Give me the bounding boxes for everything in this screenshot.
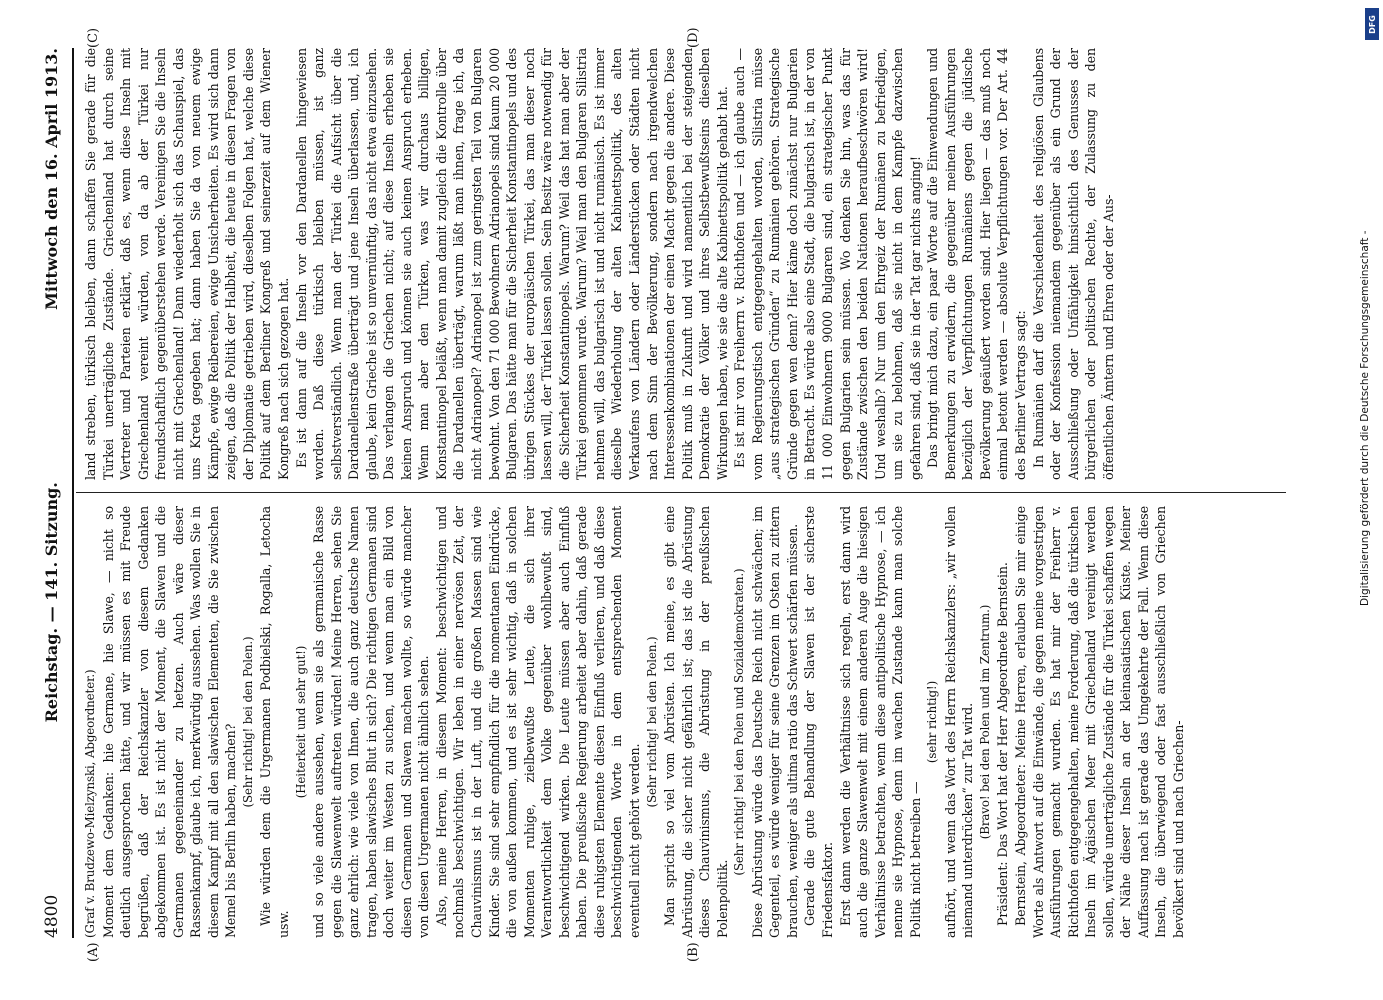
- speaker-continuation: (Graf v. Brudzewo-Mielzynski, Abgeordneter.): [83, 669, 97, 938]
- margin-mark-a: (A): [86, 942, 101, 962]
- interjection: (Sehr richtig! bei den Polen.): [240, 636, 255, 808]
- interjection: (Bravo! bei den Polen und im Zentrum.): [977, 604, 992, 840]
- page-number: 4800: [42, 894, 62, 938]
- paragraph: Diese Abrüstung würde das Deutsche Reich nicht schwächen; im Gegenteil, es würde weniger für seine Grenzen im Osten zu zittern brauchen, weniger als ultima ratio das Schwert schärfen müssen.: [749, 506, 800, 938]
- interjection: (sehr richtig!): [925, 680, 940, 764]
- digitization-credit: Digitalisierung gefördert durch die Deutsche Forschungsgemeinschaft -: [1359, 230, 1371, 606]
- page-header: [42, 48, 68, 938]
- paragraph: Erst dann werden die Verhältnisse sich regeln, erst dann wird auch die ganze Slawenwelt mit einem anderen Auge die hiesigen Verhältnisse betrachten, wenn diese antipolitische Hypnose, — ich nenne sie Hypnose, denn im wachen Zustande kann man solche Politik nicht betreiben —: [837, 506, 923, 938]
- session-title: Reichstag. — 141. Sitzung.: [42, 482, 61, 723]
- margin-mark-c: (C): [86, 27, 101, 48]
- paragraph: Es ist dann auf die Inseln vor den Dardanellen hingewiesen worden. Daß diese türkisch bleiben müssen, ist ganz selbstverständlich. Wenn man der Türkei die Aufsicht über die Dardanellenstraße überträgt und jene Inseln überlassen, und, ich glaube, kein Grieche ist so unvernünftig, das nicht etwa einzusehen. Das verlangen die Griechen nicht; auf diese Inseln erheben sie keinen Anspruch und können sie auch keinen Anspruch erheben. Wenn man aber den Türken, was wir durchaus billigen, Konstantinopel beläßt, wenn man damit zugleich die Kontrolle über die Dardanellen überträgt, warum läßt man ihnen, frage ich, da nicht Adrianopel? Adrianopel ist zum geringsten Teil von Bulgaren bewohnt. Von den 71 000 Bewohnern Adrianopels sind kaum 20 000 Bulgaren. Das hätte man für die Sicherheit Konstantinopels und des übrigen Stückes der europäischen Türkei, das man dieser noch lassen will, der Türkei lassen sollen. Sein Besitz wäre notwendig für die Sicherheit Konstantinopels. Warum? Weil das hat man aber der Türkei genommen wurde. Warum? Weil man den Bulgaren Silistria nehmen will, das bulgarisch ist und nicht rumänisch. Es ist immer dieselbe Wiederholung der alten Kabinettspolitik, des alten Verkaufens von Ländern oder Länderstücken oder Städten nicht nach dem Sinn der Bevölkerung, sondern nach irgendwelchen Interessenkombinationen der einen Macht gegen die andere. Diese Politik muß in Zukunft und wird namentlich bei der steigenden Demokratie der Völker und ihres Selbstbewußtseins dieselben Wirkungen haben, wie sie die alte Kabinettspolitik gehabt hat.: [293, 48, 730, 480]
- paragraph: aufhört, und wenn das Wort des Herrn Reichskanzlers: „wir wollen niemand unterdrücken“ zur Tat wird.: [942, 506, 976, 938]
- dfg-logo-icon: [1365, 8, 1379, 40]
- paragraph: Moment dem Gedanken: hie Germane, hie Slawe, — nicht so deutlich ausgesprochen hätte, und wir müssen es mit Freude begrüßen, daß der Reichskanzler von diesem Gedanken abgekommen ist. Es ist nicht der Moment, die Slawen und die Germanen gegeneinander zu hetzen. Auch wäre dieser Rassenkampf, glaube ich, merkwürdig aussehen. Was wollen Sie in diesem Kampf mit all den slawischen Elementen, die Sie zwischen Memel bis Berlin haben, machen?: [100, 506, 239, 938]
- paragraph: Man spricht so viel vom Abrüsten. Ich meine, es gibt eine Abrüstung, die sicher nicht gefährlich ist; das ist die Abrüstung dieses Chauvinismus, die Abrüstung in der preußischen Polenpolitik.: [662, 506, 730, 938]
- dfg-sidebar: [1359, 6, 1381, 996]
- session-date: Mittwoch den 16. April 1913.: [42, 48, 61, 310]
- treaty-quote: In Rumänien darf die Verschiedenheit des religiösen Glaubens oder der Konfession niemandem gegenüber als ein Grund der Ausschließung oder Unfähigkeit hinsichtlich des Genusses der bürgerlichen oder politischen Rechte, der Zulassung zu den öffentlichen Ämtern und Ehren oder der Aus-: [1030, 48, 1116, 480]
- paragraph: Wie würden dem die Urgermanen Podbielski, Rogalla, Letocha usw.: [258, 506, 292, 938]
- column-divider: [76, 492, 1286, 493]
- interjection: (Sehr richtig! bei den Polen und Sozialdemokraten.): [732, 568, 747, 876]
- dfg-logo-text: DFG: [1367, 14, 1377, 34]
- speech-bernstein: Bernstein, Abgeordneter: Meine Herren, erlauben Sie mir einige Worte als Antwort auf die Einwände, die gegen meine vorgestrigen Ausführungen gemacht wurden. Es hat mir der Freiherr v. Richthofen entgegengehalten, meine Forderung, daß die türkischen Inseln im Ägäischen Meer mit Griechenland vereinigt werden sollen, würde unerträgliche Zustände für die Türkei schaffen wegen der Nähe dieser Inseln an der kleinasiatischen Küste. Meiner Auffassung nach ist gerade das Umgekehrte der Fall. Wenn diese Inseln, die überwiegend oder fast ausschließlich von Griechen bevölkert sind und nach Griechen-: [1012, 506, 1186, 938]
- margin-mark-d: (D): [686, 27, 701, 48]
- paragraph: und so viele andere aussehen, wenn sie als germanische Rasse gegen die Slawenwelt auftreten würden! Meine Herren, sehen Sie ganz ehrlich: wie viele von Ihnen, die auch ganz deutsche Namen tragen, haben slawisches Blut in sich? Die richtigen Germanen sind doch weiter im Westen zu suchen, und wenn man ein Bild von diesen Germanen und Slawen machen wollte, so würde mancher von diesen Urgermanen nicht ähnlich sehen.: [311, 506, 432, 938]
- paragraph: Das bringt mich dazu, ein paar Worte auf die Einwendungen und Bemerkungen zu erwidern, die gegenüber meinen Ausführungen bezüglich der Verpflichtungen Rumäniens gegen die jüdische Bevölkerung geäußert worden sind. Hier liegen — das muß noch einmal betont werden — absolute Verpflichtungen vor. Der Art. 44 des Berliner Vertrags sagt:: [925, 48, 1028, 480]
- president-announcement: Präsident: Das Wort hat der Herr Abgeordnete Bernstein.: [995, 562, 1011, 926]
- interjection: (Sehr richtig! bei den Polen.): [644, 636, 659, 808]
- left-column: [82, 506, 1282, 938]
- paragraph: Also, meine Herren, in diesem Moment: beschwichtigen und nochmals beschwichtigen. Wir leben in einer nervösen Zeit, der Chauvinismus ist in der Luft, und die großen Massen sind wie Kinder. Sie sind sehr empfindlich für die momentanen Eindrücke, die von außen kommen, und es ist sehr wichtig, daß in solchen Momenten ruhige, zielbewußte Leute, die sich ihrer Verantwortlichkeit dem Volke gegenüber wohlbewußt sind, beschwichtigend wirken. Die Leute müssen aber auch Einfluß haben. Die preußische Regierung arbeitet aber dahin, daß gerade diese ruhigsten Elemente diesen Einfluß verlieren, und daß diese beschwichtigenden Worte in dem entsprechenden Moment eventuell nicht gehört werden.: [433, 506, 642, 938]
- paragraph: Gerade die gute Behandlung der Slawen ist der sicherste Friedensfaktor.: [802, 506, 835, 938]
- paragraph: Es ist mir von Freiherrn v. Richthofen und — ich glaube auch — vom Regierungstisch entgegengehalten worden, Silistria müsse „aus strategischen Gründen“ zu Rumänien gehören. Strategische Gründe gegen wen denn? Hier käme doch zunächst nur Bulgarien in Betracht. Es würde also eine Stadt, die bulgarisch ist, in der von 11 000 Einwohnern 9000 Bulgaren sind, ein strategischer Punkt gegen Bulgarien sein müssen. Wo denken Sie hin, was das für Zustände zwischen den beiden Nationen heraufbeschwören wird! Und weshalb? Nur um den Ehrgeiz der Rumänen zu befriedigen, um sie zu belohnen, daß sie nicht in dem Kampfe dazwischen gefahren sind, daß sie in der Tat gar nichts anging!: [732, 48, 923, 480]
- paragraph: land streben, türkisch bleiben, dann schaffen Sie gerade für die Türkei unerträgliche Zustände. Griechenland hat durch seine Vertreter und Parteien erklärt, daß es, wenn diese Inseln mit Griechenland vereint würden, von da ab der Türkei nur freundschaftlich gegenüberstehen werde. Vereinigen Sie die Inseln nicht mit Griechenland! Dann wiederholt sich das Schauspiel, das uns Kreta gegeben hat; dann haben Sie da von neuem ewige Kämpfe, ewige Reibereien, ewige Unsicherheiten. Es wird sich dann zeigen, daß die Politik der Halbheit, die heute in diesen Fragen von der Diplomatie getrieben wird, dieselben Folgen hat, welche diese Politik auf dem Berliner Kongreß und seinerzeit auf dem Wiener Kongreß nach sich gezogen hat.: [83, 48, 292, 480]
- right-column: [82, 48, 1282, 480]
- margin-mark-b: (B): [686, 942, 701, 962]
- header-rule: [72, 48, 74, 938]
- interjection: (Heiterkeit und sehr gut!): [293, 645, 308, 799]
